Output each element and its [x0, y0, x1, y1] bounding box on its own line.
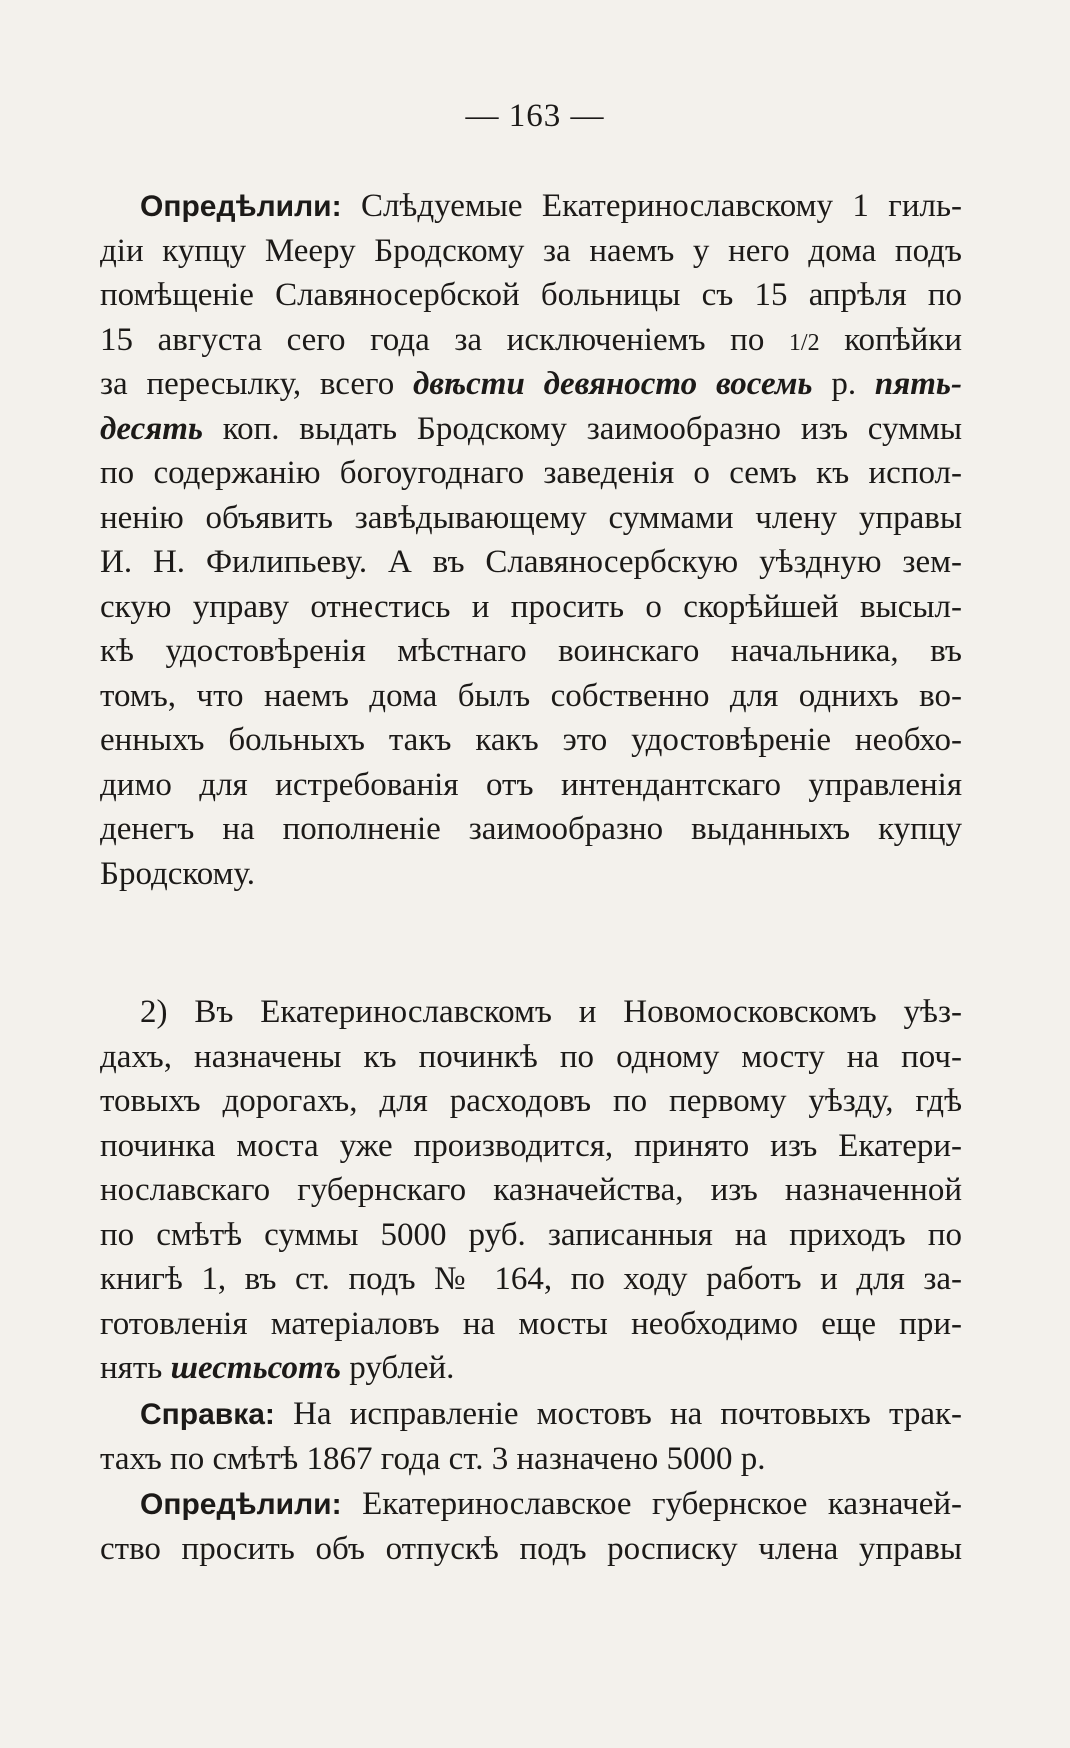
- amount-in-words: двѣсти девяносто восемь: [413, 366, 813, 402]
- text-line: ство просить объ отпускѣ подъ росписку члена управы: [100, 1530, 962, 1567]
- resolution-paragraph-2: [100, 1482, 962, 1571]
- text-line: [100, 1346, 962, 1391]
- text-line: [100, 1482, 962, 1527]
- text-line: енныхъ больныхъ такъ какъ это удостовѣреніе необхо-: [100, 722, 962, 758]
- text-line: [100, 407, 962, 452]
- line-text: копѣйки: [819, 321, 962, 358]
- fraction: 1/2: [788, 329, 820, 356]
- reference-paragraph: [100, 1392, 962, 1481]
- text-line: нославскаго губернскаго казначейства, изъ назначенной: [100, 1172, 962, 1208]
- text-line: [100, 362, 962, 407]
- text-line: по содержанію богоугоднаго заведенія о семъ къ испол-: [100, 455, 962, 491]
- line-text: р.: [812, 366, 875, 402]
- text-line: томъ, что наемъ дома былъ собственно для однихъ во-: [100, 677, 962, 714]
- text-line: И. Н. Филипьеву. А въ Славяносербскую уѣздную зем-: [100, 544, 962, 580]
- text-line: починка моста уже производится, принято изъ Екатери-: [100, 1127, 962, 1164]
- text-line: [100, 184, 962, 229]
- amount-in-words: шестьсотъ: [170, 1350, 342, 1386]
- text-line: [100, 1392, 962, 1437]
- line-text: за пересылку, всего: [100, 366, 414, 402]
- reference-label: Справка:: [140, 1398, 275, 1431]
- text-line: помѣщеніе Славяносербской больницы съ 15 апрѣля по: [100, 277, 962, 313]
- text-line: [100, 318, 962, 363]
- text-line: димо для истребованія отъ интендантскаго управленія: [100, 766, 962, 803]
- amount-in-words: пять-: [874, 366, 962, 402]
- resolution-label: Опредѣлили:: [140, 190, 342, 223]
- line-text: На исправленіе мостовъ на почтовыхъ трак-: [274, 1396, 962, 1432]
- line-text: нять: [100, 1350, 171, 1386]
- line-text: 15 августа сего года за исключеніемъ по: [100, 321, 789, 358]
- text-line: Бродскому.: [100, 855, 255, 892]
- text-line: скую управу отнестись и просить о скорѣйшей высыл-: [100, 588, 962, 625]
- text-line: ненію объявить завѣдывающему суммами члену управы: [100, 499, 962, 536]
- resolution-label: Опредѣлили:: [140, 1488, 342, 1521]
- text-line: тахъ по смѣтѣ 1867 года ст. 3 назначено 5000 р.: [100, 1440, 766, 1477]
- text-line: діи купцу Мееру Бродскому за наемъ у него дома подъ: [100, 232, 962, 269]
- resolution-paragraph-1: [100, 184, 962, 896]
- text-line: дахъ, назначены къ починкѣ по одному мосту на поч-: [100, 1038, 962, 1075]
- page-number: — 163 —: [465, 98, 605, 134]
- item-paragraph-2: [100, 990, 962, 1391]
- text-line: по смѣтѣ суммы 5000 руб. записанныя на приходъ по: [100, 1216, 962, 1253]
- line-text: Екатеринославское губернское казначей-: [341, 1486, 962, 1522]
- text-line: книгѣ 1, въ ст. подъ № 164, по ходу работъ и для за-: [100, 1261, 962, 1297]
- text-line: 2) Въ Екатеринославскомъ и Новомосковскомъ уѣз-: [140, 994, 962, 1030]
- text-line: денегъ на пополненіе заимообразно выданныхъ купцу: [100, 811, 962, 847]
- line-text: коп. выдать Бродскому заимообразно изъ суммы: [202, 410, 962, 447]
- line-text: рублей.: [341, 1350, 455, 1386]
- line-text: Слѣдуемые Екатеринославскому 1 гиль-: [341, 188, 962, 224]
- text-line: кѣ удостовѣренія мѣстнаго воинскаго начальника, въ: [100, 633, 962, 669]
- amount-in-words: десять: [100, 410, 203, 447]
- text-line: товыхъ дорогахъ, для расходовъ по первому уѣзду, гдѣ: [100, 1083, 962, 1119]
- text-line: готовленія матеріаловъ на мосты необходимо еще при-: [100, 1305, 962, 1342]
